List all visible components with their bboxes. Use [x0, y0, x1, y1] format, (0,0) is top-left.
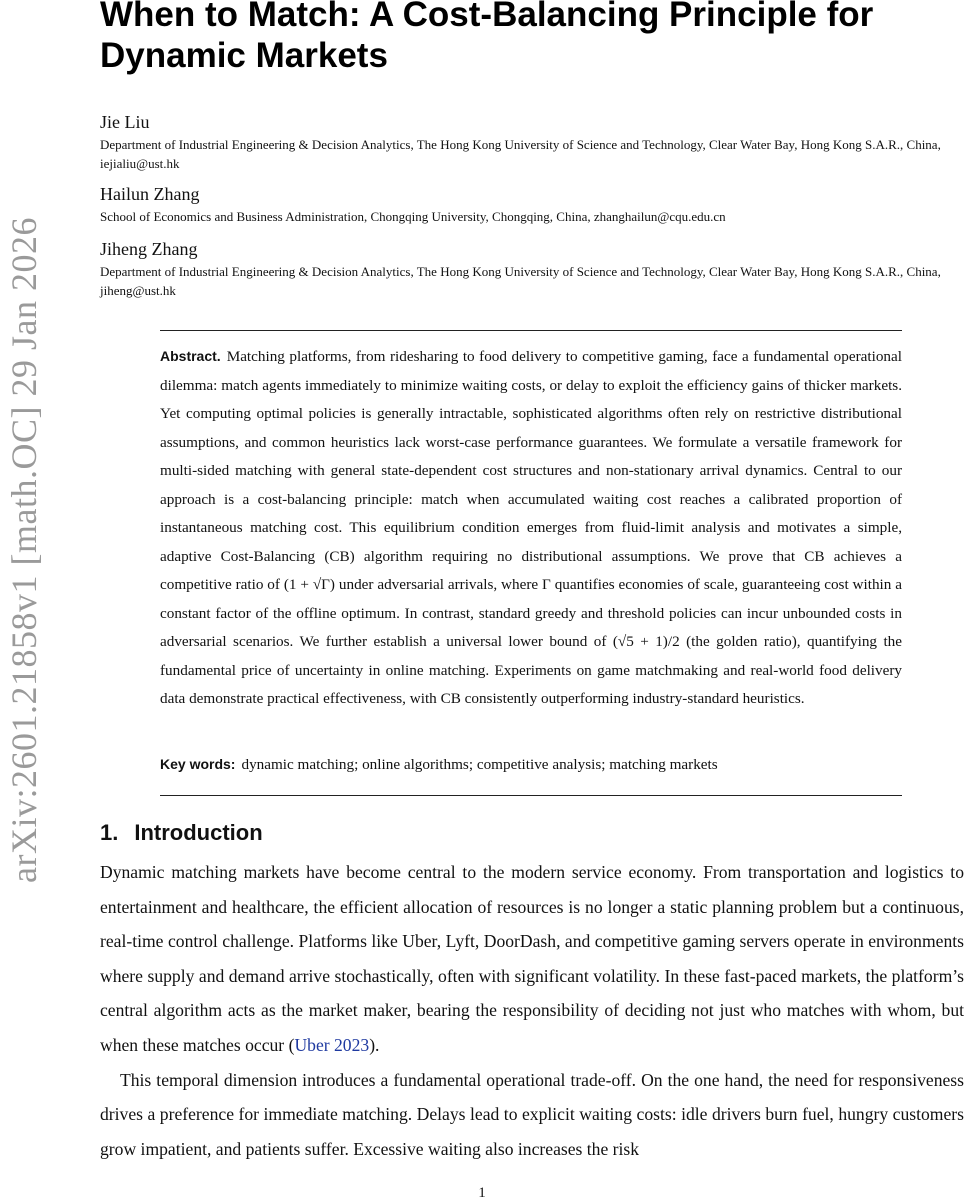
paragraph-text: Dynamic matching markets have become central to the modern service economy. From transportation and logistics to entertainment and healthcare, the efficient allocation of resources is no longer a static planning problem but a continuous, real-time control challenge. Platforms like Uber, Lyft, DoorDash, and competitive gaming servers operate in environments where supply and demand arrive stochastically, often with significant volatility. In these fast-paced markets, the platform’s central algorithm acts as the market maker, bearing the responsibility of deciding not just who matches with whom, but when these matches occur (	[100, 862, 964, 1055]
arxiv-sidebar-stamp	[0, 208, 50, 892]
section-title: Introduction	[134, 820, 263, 845]
abstract-label: Abstract.	[160, 348, 221, 364]
abstract-text: Matching platforms, from ridesharing to food delivery to competitive gaming, face a fundamental operational dilemma: match agents immediately to minimize waiting costs, or delay to exploit the efficiency gains of thicker markets. Yet computing optimal policies is generally intractable, sophisticated algorithms often rely on restrictive distributional assumptions, and common heuristics lack worst-case performance guarantees. We formulate a versatile framework for multi-sided matching with general state-dependent cost structures and non-stationary arrival dynamics. Central to our approach is a cost-balancing principle: match when accumulated waiting cost reaches a calibrated proportion of instantaneous matching cost. This equilibrium condition emerges from fluid-limit analysis and motivates a simple, adaptive Cost-Balancing (CB) algorithm requiring no distributional assumptions. We prove that CB achieves a competitive ratio of (1 + √Γ) under adversarial arrivals, where Γ quantifies economies of scale, guaranteeing cost within a constant factor of the offline optimum. In contrast, standard greedy and threshold policies can incur unbounded costs in adversarial scenarios. We further establish a universal lower bound of (√5 + 1)/2 (the golden ratio), quantifying the fundamental price of uncertainty in online matching. Experiments on game matchmaking and real-world food delivery data demonstrate practical effectiveness, with CB consistently outperforming industry-standard heuristics.	[160, 348, 902, 707]
intro-paragraph-2: This temporal dimension introduces a fundamental operational trade-off. On the one hand, the need for responsiveness drives a preference for immediate matching. Delays lead to explicit waiting costs: idle drivers burn fuel, hungry customers grow impatient, and patients suffer. Excessive waiting also increases the risk	[100, 1069, 964, 1159]
abstract-top-rule	[160, 330, 902, 331]
author-name: Hailun Zhang	[100, 184, 200, 204]
author-affiliation: Department of Industrial Engineering & Decision Analytics, The Hong Kong University of Science and Technology, Clear Water Bay, Hong Kong S.A.R., China, iejialiu@ust.hk	[100, 137, 941, 171]
abstract	[160, 342, 902, 714]
author-name: Jiheng Zhang	[100, 239, 198, 259]
keywords-text: dynamic matching; online algorithms; competitive analysis; matching markets	[241, 756, 718, 773]
keywords-label: Key words:	[160, 756, 236, 772]
arxiv-identifier: arXiv:2601.21858v1 [math.OC] 29 Jan 2026	[4, 217, 44, 883]
keywords	[160, 751, 902, 778]
section-number: 1.	[100, 820, 119, 845]
section-heading	[100, 818, 263, 848]
author-affiliation: Department of Industrial Engineering & Decision Analytics, The Hong Kong University of Science and Technology, Clear Water Bay, Hong Kong S.A.R., China, jiheng@ust.hk	[100, 264, 941, 298]
abstract-bottom-rule	[160, 795, 902, 796]
author-block	[100, 183, 964, 226]
intro-paragraph-1	[100, 855, 964, 1063]
paper-title: When to Match: A Cost-Balancing Principle for Dynamic Markets	[100, 0, 874, 75]
intro-body	[100, 855, 964, 1166]
author-block	[100, 111, 964, 173]
author-block	[100, 238, 964, 300]
page-number: 1	[478, 1185, 486, 1201]
author-name: Jie Liu	[100, 112, 150, 132]
author-affiliation: School of Economics and Business Administration, Chongqing University, Chongqing, China, zhanghailun@cqu.edu.cn	[100, 209, 726, 224]
paragraph-text-end: ).	[369, 1034, 380, 1055]
citation-link[interactable]: Uber 2023	[294, 1034, 370, 1055]
